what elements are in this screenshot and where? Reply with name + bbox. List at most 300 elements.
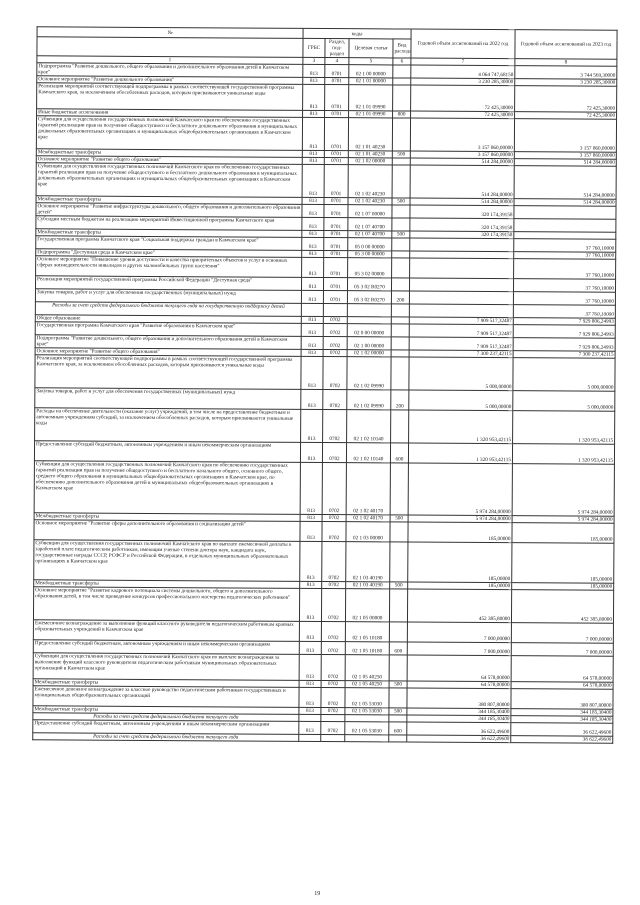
table-row [37, 83, 617, 113]
row-razdel: 0702 [323, 337, 347, 350]
row-grbs: 813 [300, 462, 322, 514]
row-razdel: 0701 [325, 65, 349, 78]
row-name: Подпрограмма "Развитие дошкольного, общего образования и дополнительного образования детей в Камчатском крае" [37, 63, 303, 78]
row-cs: 02 1 01 09990 [349, 111, 393, 118]
row-vr: 800 [393, 111, 411, 118]
row-grbs: 813 [300, 521, 322, 541]
row-razdel: 0702 [322, 522, 346, 542]
row-grbs: 813 [299, 687, 321, 707]
row-vr [391, 278, 409, 291]
row-name: Расходы за счет средств федерального бюджета текущего года на государственную поддержку детей [35, 302, 301, 317]
row-cs: 02 1 02 00000 [347, 350, 391, 357]
row-amount-2023: 185,00000 [512, 583, 614, 591]
row-amount-2023: 37 760,10000 [514, 279, 616, 293]
row-cs [345, 735, 389, 742]
row-vr [390, 522, 408, 542]
row-cs: 02 1 07 00000 [348, 205, 392, 218]
row-amount-2023: 7 929 806,24993 [513, 318, 615, 326]
row-cs: 02 1 02 10140 [346, 443, 390, 463]
row-amount-2022: 185,00000 [408, 522, 512, 543]
colnum: 4 [325, 58, 349, 65]
row-amount-2022: 452 385,80000 [407, 589, 511, 623]
row-cs: 02 1 01 40230 [348, 151, 392, 158]
row-grbs: 813 [301, 323, 323, 336]
row-amount-2023: 37 760,10000 [514, 252, 616, 260]
row-amount-2022: 5 974 284,00000 [408, 463, 512, 516]
row-vr: 600 [389, 642, 407, 655]
row-razdel [321, 735, 345, 742]
row-amount-2022: 5 000,00000 [409, 390, 513, 411]
row-vr [389, 622, 407, 642]
row-name: Основное мероприятие "Развитие дошкольного образования" [37, 76, 303, 85]
row-razdel: 0702 [321, 655, 345, 681]
row-cs: 02 1 05 53030 [345, 688, 389, 708]
row-amount-2023 [514, 206, 616, 220]
row-razdel: 0701 [323, 278, 347, 291]
row-amount-2023: 7 000,00000 [511, 643, 613, 657]
row-vr: 600 [389, 722, 407, 735]
row-cs: 02 1 01 09990 [349, 85, 393, 111]
row-amount-2023: 7 929 806,24993 [513, 338, 615, 352]
row-amount-2023: 72 425,30000 [515, 112, 617, 120]
row-amount-2022: 7 000,00000 [407, 642, 511, 656]
row-name: Реализация мероприятий государственной программы Российской Федерации "Доступная среда" [35, 276, 301, 291]
row-amount-2023: 1 320 953,42115 [513, 411, 615, 445]
row-vr: 500 [390, 582, 408, 589]
row-amount-2022: 320 174,39158 [410, 218, 514, 232]
row-vr: 500 [390, 515, 408, 522]
row-amount-2023: 185,00000 [512, 543, 614, 584]
header-codes: коды [303, 28, 411, 39]
table-row [36, 116, 616, 153]
row-name: Межбюджетные трансферты [33, 679, 299, 688]
colnum: 6 [393, 58, 411, 65]
row-cs: 02 1 07 40700 [348, 231, 392, 238]
row-cs: 02 1 01 40230 [348, 118, 392, 151]
row-name: Подпрограмма "Доступная среда в Камчатском крае" [36, 249, 302, 258]
row-cs: 02 1 03 40190 [346, 542, 390, 582]
row-amount-2023: 344 185,30400 [511, 716, 613, 724]
row-amount-2022: 7 909 517,32487 [409, 337, 513, 351]
row-razdel: 0702 [321, 708, 345, 715]
row-amount-2023: 5 000,00000 [513, 391, 615, 412]
row-amount-2022: 185,00000 [408, 582, 512, 590]
table-row [35, 408, 615, 445]
row-amount-2023: 37 760,10000 [513, 305, 615, 319]
row-name: Основное мероприятие "Повышение уровня доступности и качества приоритетных объектов и услуг в основных сферах жизнедеятельности инвалидов и других маломобильных групп населения" [36, 256, 302, 278]
row-vr [392, 118, 410, 151]
row-vr [393, 85, 411, 111]
row-amount-2023 [514, 219, 616, 233]
row-grbs: 813 [302, 230, 324, 237]
row-grbs: 813 [300, 581, 322, 588]
row-amount-2022: 72 425,30000 [411, 85, 515, 112]
row-grbs: 813 [299, 680, 321, 687]
row-amount-2023: 514 284,00000 [514, 159, 616, 167]
row-amount-2023: 514 284,00000 [514, 166, 616, 200]
row-amount-2022 [410, 278, 514, 292]
table-row [34, 540, 614, 584]
row-amount-2023: 36 622,49600 [511, 723, 613, 737]
row-vr [391, 410, 409, 443]
row-name: Общее образование [35, 315, 301, 324]
row-grbs [301, 303, 323, 316]
row-grbs: 813 [302, 250, 324, 257]
row-name: Межбюджетные трансферты [36, 149, 302, 158]
row-name: Ежемесячное денежное вознаграждение за классное руководство педагогическим работникам государственных и муниципальных общеобразовательных организаций [33, 686, 299, 708]
row-amount-2023: 3 157 860,00000 [514, 152, 616, 160]
row-razdel: 0701 [324, 198, 348, 205]
row-vr [391, 337, 409, 350]
row-razdel: 0701 [325, 85, 349, 111]
table-row [35, 355, 615, 392]
row-vr: 500 [392, 231, 410, 238]
row-vr: 500 [389, 708, 407, 715]
row-grbs: 813 [302, 157, 324, 164]
row-amount-2023: 3 744 569,30000 [515, 66, 617, 80]
row-vr [392, 205, 410, 218]
table-row [36, 163, 616, 200]
row-name: Межбюджетные трансферты [36, 229, 302, 238]
row-amount-2023: 380 807,80000 [511, 689, 613, 710]
colnum: 7 [411, 58, 515, 66]
row-grbs: 813 [302, 197, 324, 204]
row-vr [392, 165, 410, 198]
row-amount-2023: 37 760,10000 [514, 239, 616, 253]
row-vr: 500 [389, 681, 407, 688]
row-name: Реализация мероприятий соответствующей подпрограммы в рамках соответствующей государственной программы Камчатского края, за исключением обособленных расходов, которым присваиваются уникальные коды [35, 355, 301, 390]
row-name: Субвенции для осуществления государственных полномочий Камчатского края по обеспечению государственных гарантий реализации прав на получение общедоступного и бесплатного дошкольного образования в муниципальных дошкольных образовательных организациях и муниципальных общеобразовательных организациях в Камчатском крае [36, 116, 302, 151]
row-cs: 02 1 05 53030 [345, 708, 389, 715]
row-amount-2022: 320 174,39158 [410, 231, 514, 239]
row-razdel: 0701 [324, 118, 348, 151]
row-amount-2022: 514 284,00000 [410, 198, 514, 206]
row-grbs: 813 [300, 442, 322, 462]
row-razdel: 0702 [321, 688, 345, 708]
row-amount-2022: 344 185,30400 [407, 715, 511, 723]
row-name: Основное мероприятие "Развитие сферы дополнительного образования и социализации детей" [34, 520, 300, 542]
row-name: Предоставление субсидий бюджетным, автономным учреждениям и иным некоммерческим организациям [34, 441, 300, 463]
row-vr [393, 65, 411, 78]
row-name: Закупка товаров, работ и услуг для обеспечения государственных (муниципальных) нужд [35, 388, 301, 410]
row-cs: 02 1 02 40170 [346, 463, 390, 515]
row-amount-2023: 36 622,49600 [511, 736, 613, 744]
row-cs: 02 1 03 00000 [346, 522, 390, 542]
row-razdel: 0702 [321, 642, 345, 655]
row-amount-2023: 64 578,00000 [511, 682, 613, 690]
row-cs: 02 1 07 40700 [348, 218, 392, 231]
row-grbs: 813 [302, 164, 324, 197]
row-cs: 02 1 05 40250 [345, 681, 389, 688]
row-grbs: 813 [301, 356, 323, 389]
row-vr: 500 [392, 198, 410, 205]
row-amount-2022 [409, 291, 513, 305]
row-vr [389, 688, 407, 708]
row-cs: 02 1 02 10140 [347, 410, 391, 443]
row-grbs: 813 [299, 621, 321, 641]
row-cs: 05 0 00 00000 [348, 238, 392, 251]
row-cs: 02 1 02 40170 [346, 515, 390, 522]
page-number: 19 [314, 890, 321, 898]
row-grbs: 813 [302, 237, 324, 250]
row-amount-2022: 185,00000 [408, 542, 512, 583]
row-cs: 02 1 05 00000 [345, 589, 389, 622]
row-amount-2023: 37 760,10000 [514, 259, 616, 280]
row-amount-2022: 3 230 285,30000 [411, 78, 515, 86]
row-cs: 02 1 05 40250 [345, 655, 389, 681]
row-name: Основное мероприятие "Развитие инфраструктуры дошкольного, общего образования и дополнительного образования детей" [36, 203, 302, 218]
row-vr: 200 [391, 291, 409, 304]
row-razdel: 0702 [322, 443, 346, 463]
row-razdel: 0702 [323, 357, 347, 390]
row-grbs: 813 [303, 64, 325, 77]
row-vr: 200 [391, 390, 409, 410]
row-vr [390, 463, 408, 515]
row-grbs: 813 [302, 150, 324, 157]
row-amount-2022: 5 000,00000 [409, 357, 513, 391]
header-num: № [37, 27, 303, 39]
row-cs: 02 1 02 09990 [347, 390, 391, 410]
row-amount-2023: 344 185,30400 [511, 709, 613, 717]
row-grbs: 813 [301, 336, 323, 349]
row-amount-2022: 64 578,00000 [407, 655, 511, 682]
row-amount-2022 [410, 258, 514, 279]
row-name: Расходы за счет средств федерального бюджета текущего года [33, 713, 299, 722]
table-row [34, 461, 614, 517]
row-grbs: 813 [300, 514, 322, 521]
row-grbs: 813 [301, 409, 323, 442]
row-cs: 02 1 02 09990 [347, 357, 391, 390]
header-year-2023: Годовой объем ассигнований на 2023 год [515, 30, 617, 60]
row-name: Расходы за счет средств федерального бюджета текущего года [33, 733, 299, 742]
row-grbs: 813 [303, 110, 325, 117]
row-cs: 02 1 03 40190 [346, 582, 390, 589]
row-amount-2023: 514 284,00000 [514, 199, 616, 207]
table-row [33, 587, 613, 624]
row-grbs: 813 [299, 721, 321, 734]
row-razdel: 0701 [325, 78, 349, 85]
colnum: 1 [37, 56, 303, 65]
row-vr [391, 304, 409, 317]
row-grbs [299, 734, 321, 741]
header-name [37, 37, 303, 58]
row-amount-2023: 185,00000 [512, 523, 614, 544]
row-cs: 02 1 05 53030 [345, 722, 389, 735]
row-razdel: 0702 [321, 589, 345, 622]
row-razdel: 0701 [324, 231, 348, 238]
row-razdel: 0702 [322, 463, 346, 515]
row-name: Субсидии местным бюджетам на реализацию мероприятий Инвестиционной программы Камчатского края [36, 216, 302, 231]
row-name: Иные бюджетные ассигнования [37, 109, 303, 118]
row-razdel: 0702 [323, 324, 347, 337]
row-name: Подпрограмма "Развитие дошкольного, общего образования и дополнительного образования детей в Камчатском крае" [35, 335, 301, 350]
row-vr [389, 735, 407, 742]
row-amount-2023: 64 578,00000 [511, 656, 613, 683]
row-amount-2023: 72 425,30000 [515, 86, 617, 113]
row-name: Реализация мероприятий соответствующей подпрограммы в рамках соответствующей государственной программы Камчатского края, за исключением обособленных расходов, которым присваиваются уникальные коды [37, 83, 303, 111]
row-name: Предоставление субсидий бюджетным, автономным учреждениям и иным некоммерческим организациям [33, 720, 299, 735]
row-name: Межбюджетные трансферты [36, 196, 302, 205]
row-amount-2022 [410, 238, 514, 252]
row-name: Государственная программа Камчатского края "Социальная поддержка граждан в Камчатском крае" [36, 236, 302, 251]
row-amount-2023: 37 760,10000 [513, 292, 615, 306]
row-name: Основное мероприятие "Развитие кадрового потенциала системы дошкольного, общего и дополнительного образования детей, в том числе проведение конкурсов профессионального мастерства педагогических работников" [33, 587, 299, 622]
row-name: Расходы на обеспечение деятельности (оказание услуг) учреждений, в том числе на предоставление бюджетным и автономным учреждениям субсидий, за исключением обособленных расходов, которым присваиваются уникальные коды [35, 408, 301, 443]
row-razdel: 0702 [323, 350, 347, 357]
row-razdel [323, 304, 347, 317]
budget-table [32, 26, 617, 744]
row-name: Основное мероприятие "Развитие общего образования" [35, 348, 301, 357]
row-amount-2022 [409, 304, 513, 318]
row-name: Межбюджетные трансферты [34, 580, 300, 589]
row-amount-2022: 380 807,80000 [407, 688, 511, 709]
row-amount-2022: 514 284,00000 [410, 165, 514, 199]
row-razdel: 0701 [324, 205, 348, 218]
row-cs [347, 304, 391, 317]
row-vr: 500 [392, 151, 410, 158]
row-amount-2022: 344 185,30400 [407, 708, 511, 716]
row-amount-2023: 7 000,00000 [511, 623, 613, 644]
row-amount-2022: 1 320 953,42115 [409, 410, 513, 444]
row-name: Субвенции для осуществления государственных полномочий Камчатского края по выплате вознаграждения за выполнение функций классного руководителя педагогическим работникам муниципальных образовательных организаций в Камчатском крае [33, 653, 299, 681]
row-amount-2023: 5 974 284,00000 [512, 464, 614, 517]
row-razdel: 0702 [321, 722, 345, 735]
row-amount-2023: 5 000,00000 [513, 358, 615, 392]
table-body [33, 63, 617, 744]
row-grbs: 813 [301, 277, 323, 290]
row-amount-2022: 3 157 860,00000 [410, 151, 514, 159]
row-vr [392, 218, 410, 231]
row-razdel: 0702 [323, 410, 347, 443]
row-cs: 02 1 00 00000 [347, 337, 391, 350]
row-amount-2023: 452 385,80000 [511, 590, 613, 624]
row-razdel: 0702 [323, 390, 347, 410]
row-razdel: 0701 [324, 258, 348, 278]
row-name: Субвенции для осуществления государственных полномочий Камчатского края по выплате ежемесячной доплаты к заработной плате педагогическим работникам, имеющим ученые степени доктора наук, кандидата наук, государственные награды СССР, РСФСР и Российской Федерации, в отдельных муниципальных образовательных организациях в Камчатском крае [34, 540, 300, 582]
row-amount-2022: 320 174,39158 [410, 205, 514, 219]
row-amount-2022: 36 622,49600 [407, 735, 511, 743]
row-grbs: 813 [303, 77, 325, 84]
row-cs: 05 3 02 00000 [348, 258, 392, 278]
row-grbs: 813 [302, 257, 324, 277]
row-cs: 02 1 01 00000 [349, 78, 393, 85]
row-grbs: 813 [299, 641, 321, 654]
header-razdel: Раздел, под-раздел [325, 39, 349, 58]
row-cs: 02 1 00 00000 [349, 65, 393, 78]
row-vr: 600 [390, 443, 408, 463]
row-razdel: 0701 [324, 165, 348, 198]
row-amount-2023: 5 974 284,00000 [512, 516, 614, 524]
row-cs: 02 0 00 00000 [347, 324, 391, 337]
row-amount-2023: 1 320 953,42115 [512, 444, 614, 465]
row-razdel: 0701 [323, 291, 347, 304]
row-name: Субвенции для осуществления государственных полномочий Камчатского края по обеспечению государственных гарантий реализации прав на получение общедоступного и бесплатного дошкольного образования в муниципальных дошкольных образовательных организациях и муниципальных общеобразовательных организациях в Камчатском крае [36, 163, 302, 198]
row-grbs: 813 [302, 117, 324, 150]
colnum: 5 [349, 58, 393, 65]
row-amount-2022: 514 284,00000 [410, 158, 514, 166]
table-row [33, 653, 613, 683]
row-grbs: 813 [301, 316, 323, 323]
row-cs: 02 1 02 40230 [348, 198, 392, 205]
row-cs: 02 1 05 10180 [345, 622, 389, 642]
row-cs: 05 3 00 00000 [348, 251, 392, 258]
row-amount-2022: 7 909 517,32487 [409, 317, 513, 325]
row-razdel: 0701 [324, 251, 348, 258]
row-name: Государственная программа Камчатского края "Развитие образования в Камчатском крае" [35, 322, 301, 337]
row-vr [390, 542, 408, 582]
row-amount-2022: 1 320 953,42115 [408, 443, 512, 464]
row-grbs: 813 [302, 217, 324, 230]
row-amount-2022: 5 974 284,00000 [408, 515, 512, 523]
row-vr [392, 258, 410, 278]
row-amount-2022: 7 909 517,32487 [409, 324, 513, 338]
header-grbs: ГРБС [303, 38, 325, 57]
row-grbs: 813 [301, 349, 323, 356]
row-amount-2022: 36 622,49600 [407, 722, 511, 736]
colnum: 8 [515, 59, 617, 67]
row-razdel: 0701 [324, 218, 348, 231]
row-razdel: 0702 [321, 681, 345, 688]
header-vr: Вид расхода [393, 39, 411, 58]
row-grbs: 813 [301, 290, 323, 303]
row-razdel: 0701 [324, 151, 348, 158]
row-amount-2022: 64 578,00000 [407, 681, 511, 689]
row-amount-2023: 3 157 860,00000 [514, 119, 616, 153]
row-amount-2023: 7 300 237,42115 [513, 351, 615, 359]
row-amount-2023: 3 230 285,30000 [515, 79, 617, 87]
row-vr [391, 357, 409, 390]
row-vr [391, 324, 409, 337]
row-grbs: 813 [299, 707, 321, 714]
row-amount-2022: 3 157 860,00000 [410, 118, 514, 152]
row-amount-2022: 7 000,00000 [407, 622, 511, 643]
row-grbs: 813 [299, 654, 321, 680]
row-grbs: 813 [299, 588, 321, 621]
header-cs: Целевая статья [349, 39, 393, 58]
row-amount-2022: 72 425,30000 [411, 111, 515, 119]
row-grbs: 813 [301, 389, 323, 409]
row-name: Межбюджетные трансферты [33, 706, 299, 715]
header-year-2022: Годовой объем ассигнований на 2022 год [411, 29, 515, 59]
row-name: Закупка товаров, работ и услуг для обеспечения государственных (муниципальных) нужд [35, 289, 301, 304]
row-vr [392, 238, 410, 251]
row-vr [389, 655, 407, 681]
row-amount-2022: 4 064 747,68158 [411, 65, 515, 79]
row-amount-2022: 7 300 237,42115 [409, 350, 513, 358]
row-razdel: 0702 [321, 622, 345, 642]
row-cs: 02 1 02 00000 [348, 158, 392, 165]
row-razdel: 0701 [325, 111, 349, 118]
row-amount-2023: 7 929 806,24993 [513, 325, 615, 339]
row-vr [389, 589, 407, 622]
row-razdel: 0702 [322, 582, 346, 589]
row-name: Ежемесячное вознаграждение за выполнение функций классного руководителя педагогическим работникам краевых образовательных учреждений в Камчатском крае [33, 620, 299, 642]
row-razdel: 0701 [324, 238, 348, 251]
row-grbs: 813 [302, 204, 324, 217]
row-name: Межбюджетные трансферты [34, 513, 300, 522]
row-grbs: 813 [303, 84, 325, 110]
row-razdel: 0701 [324, 158, 348, 165]
colnum: 3 [303, 57, 325, 64]
row-cs: 02 1 05 10180 [345, 642, 389, 655]
row-razdel: 0702 [322, 515, 346, 522]
row-cs: 02 1 02 40230 [348, 165, 392, 198]
row-grbs: 813 [300, 541, 322, 581]
row-name: Предоставление субсидий бюджетным, автономным учреждениям и иным некоммерческим организациям [33, 640, 299, 655]
row-cs: 05 3 02 R0270 [347, 291, 391, 304]
row-razdel: 0702 [322, 542, 346, 582]
row-name: Субвенции для осуществления государственных полномочий Камчатского края по обеспечению государственных гарантий реализации прав на получение общедоступного и бесплатного начального общего, основного общего, среднего общего образования в муниципальных общеобразовательных организациях в Камчатском крае, по обеспечению дополнительного образования детей в муниципальных общеобразовательных организациях в Камчатском крае [34, 461, 300, 515]
